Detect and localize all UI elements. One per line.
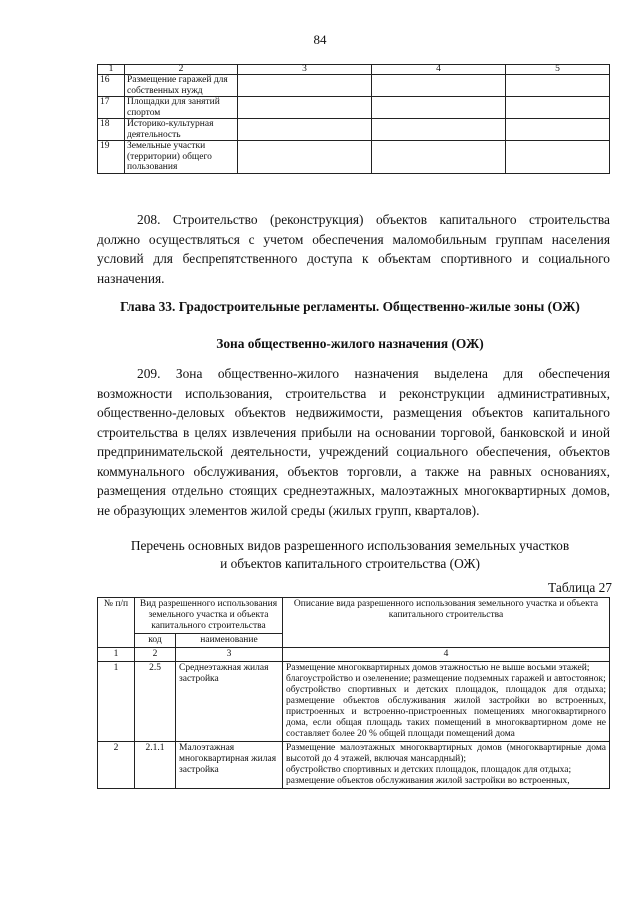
row-number: 18 xyxy=(98,119,125,141)
table-row xyxy=(98,141,610,174)
empty-cell xyxy=(372,75,506,97)
permitted-use-table xyxy=(97,597,610,789)
empty-cell xyxy=(506,97,610,119)
row-number: 1 xyxy=(98,662,135,742)
row-name: Историко-культурная деятельность xyxy=(125,119,238,141)
list-title xyxy=(80,537,620,573)
header-cell: 5 xyxy=(506,65,610,75)
column-index: 2 xyxy=(135,648,176,662)
column-index: 4 xyxy=(283,648,610,662)
header-name: наименование xyxy=(176,634,283,648)
empty-cell xyxy=(238,75,372,97)
empty-cell xyxy=(372,97,506,119)
table-row xyxy=(98,75,610,97)
row-number: 16 xyxy=(98,75,125,97)
table-header-row xyxy=(98,65,610,75)
empty-cell xyxy=(238,119,372,141)
header-code: код xyxy=(135,634,176,648)
paragraph-208 xyxy=(97,210,610,288)
row-name: Малоэтажная многоквартирная жилая застройка xyxy=(176,742,283,789)
row-description xyxy=(283,662,610,742)
table-row xyxy=(98,662,610,742)
table-row xyxy=(98,119,610,141)
table-header-row xyxy=(98,598,610,634)
header-cell: 3 xyxy=(238,65,372,75)
row-code: 2.1.1 xyxy=(135,742,176,789)
header-cell: 1 xyxy=(98,65,125,75)
chapter-heading: Глава 33. Градостроительные регламенты. Общественно-жилые зоны (ОЖ) xyxy=(120,299,580,314)
description-line: Размещение малоэтажных многоквартирных домов (многоквартирные дома высотой до 4 этажей, включая мансардный); xyxy=(286,743,606,764)
row-number: 2 xyxy=(98,742,135,789)
row-description xyxy=(283,742,610,789)
row-name: Среднеэтажная жилая застройка xyxy=(176,662,283,742)
column-index: 1 xyxy=(98,648,135,662)
empty-cell xyxy=(238,97,372,119)
zone-heading: Зона общественно-жилого назначения (ОЖ) xyxy=(216,336,484,351)
description-line: благоустройство и озеленение; размещение подземных гаражей и автостоянок; xyxy=(286,674,606,684)
description-line: размещение объектов обслуживания жилой застройки во встроенных, xyxy=(286,776,570,786)
paragraph-208-text: 208. Строительство (реконструкция) объектов капитального строительства должно осуществляться с учетом обеспечения маломобильным группам населения условий для беспрепятственного доступа к объектам спортивного и социального назначения. xyxy=(97,212,610,286)
header-cell: 4 xyxy=(372,65,506,75)
paragraph-209 xyxy=(97,364,610,520)
description-line: обустройство спортивных и детских площадок, площадок для отдыха; размещение объектов обслуживания жилой застройки во встроенных, пристроенных и встроенно-пристроенных помещениях многоквартирного дома, если общая площадь таких помещений в многоквартирном доме не составляет более 20 % общей площади помещений дома xyxy=(286,685,606,739)
table-label: Таблица 27 xyxy=(548,580,612,595)
row-number: 19 xyxy=(98,141,125,174)
list-title-line: Перечень основных видов разрешенного использования земельных участков xyxy=(130,538,570,553)
header-cell: 2 xyxy=(125,65,238,75)
list-title-line: и объектов капитального строительства (ОЖ) xyxy=(220,556,480,571)
column-index-row xyxy=(98,648,610,662)
page-number: 84 xyxy=(313,32,327,47)
empty-cell xyxy=(372,141,506,174)
empty-cell xyxy=(372,119,506,141)
row-name: Площадки для занятий спортом xyxy=(125,97,238,119)
empty-cell xyxy=(506,119,610,141)
header-number: № п/п xyxy=(98,598,135,648)
header-kind: Вид разрешенного использования земельного участка и объекта капитального строительства xyxy=(135,598,283,634)
row-number: 17 xyxy=(98,97,125,119)
description-line: обустройство спортивных и детских площадок, площадок для отдыха; xyxy=(286,765,572,775)
row-code: 2.5 xyxy=(135,662,176,742)
column-index: 3 xyxy=(176,648,283,662)
header-description: Описание вида разрешенного использования земельного участка и объекта капитального строительства xyxy=(283,598,610,648)
continuation-table xyxy=(97,64,610,174)
empty-cell xyxy=(238,141,372,174)
row-name: Размещение гаражей для собственных нужд xyxy=(125,75,238,97)
empty-cell xyxy=(506,141,610,174)
empty-cell xyxy=(506,75,610,97)
table-row xyxy=(98,97,610,119)
table-row xyxy=(98,742,610,789)
paragraph-209-text: 209. Зона общественно-жилого назначения выделена для обеспечения возможности использования, строительства и реконструкции административных, общественно-деловых объектов недвижимости, размещения объектов капитального строительства в целях извлечения прибыли на основании торговой, банковской и иной предпринимательской деятельности, учреждений социального обеспечения, объектов коммунального обслуживания, объектов торговли, а также на равных основаниях, размещения отдельно стоящих среднеэтажных, малоэтажных многоквартирных домов, не образующих элементов жилой среды (жилых групп, кварталов). xyxy=(97,366,610,518)
row-name: Земельные участки (территории) общего пользования xyxy=(125,141,238,174)
description-line: Размещение многоквартирных домов этажностью не выше восьми этажей; xyxy=(286,663,590,673)
